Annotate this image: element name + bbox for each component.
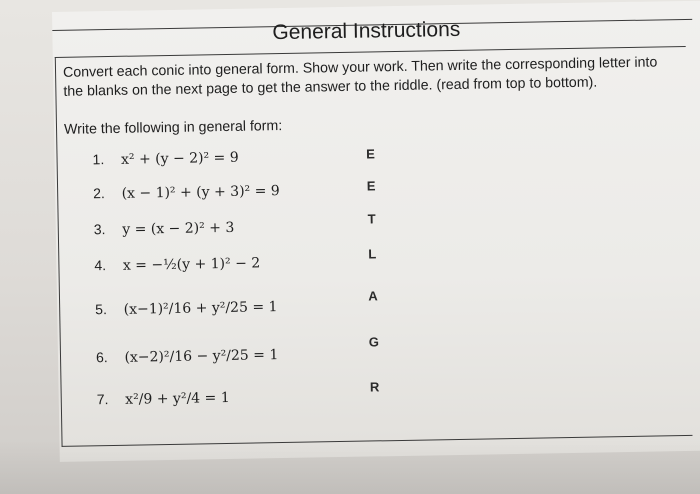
problem-equation: (x−1)²/16 + y²/25 = 1 [123,299,278,318]
problem-1 [92,149,238,169]
problem-6 [96,346,279,366]
problem-number: 7. [96,391,109,408]
page-title: General Instructions [272,17,461,45]
answer-letter-6: G [368,334,379,350]
instructions-text: Convert each conic into general form. Show your work. Then write the corresponding letter into the blanks on the next page to get the answer to the riddle. (read from top to bottom). [62,54,658,100]
problem-number: 2. [93,185,105,202]
problem-3 [94,219,235,238]
problem-number: 4. [94,257,107,274]
problem-equation: y = (x − 2)² + 3 [122,219,235,238]
problem-equation: x² + (y − 2)² = 9 [120,149,239,168]
problem-number: 5. [95,301,108,318]
problem-number: 3. [93,221,106,238]
problem-4 [94,254,260,274]
problem-7 [97,389,230,408]
problem-equation: x²/9 + y²/4 = 1 [125,389,230,408]
problem-number: 1. [92,151,105,168]
instructions-subheading: Write the following in general form: [63,118,283,138]
worksheet-page [52,1,700,462]
problem-number: 6. [95,349,108,366]
answer-letter-7: R [369,379,380,395]
problem-equation: (x − 1)² + (y + 3)² = 9 [121,183,280,202]
problem-equation: x = −½(y + 1)² − 2 [122,255,261,274]
problem-2 [93,182,280,202]
answer-letter-2: E [366,178,376,194]
answer-letter-1: E [366,146,375,162]
photo-shadow [0,440,700,494]
answer-letter-4: L [368,246,377,262]
answer-letter-3: T [367,211,376,227]
answer-letter-5: A [368,288,378,304]
problem-equation: (x−2)²/16 − y²/25 = 1 [124,347,279,366]
problem-5 [95,298,278,318]
